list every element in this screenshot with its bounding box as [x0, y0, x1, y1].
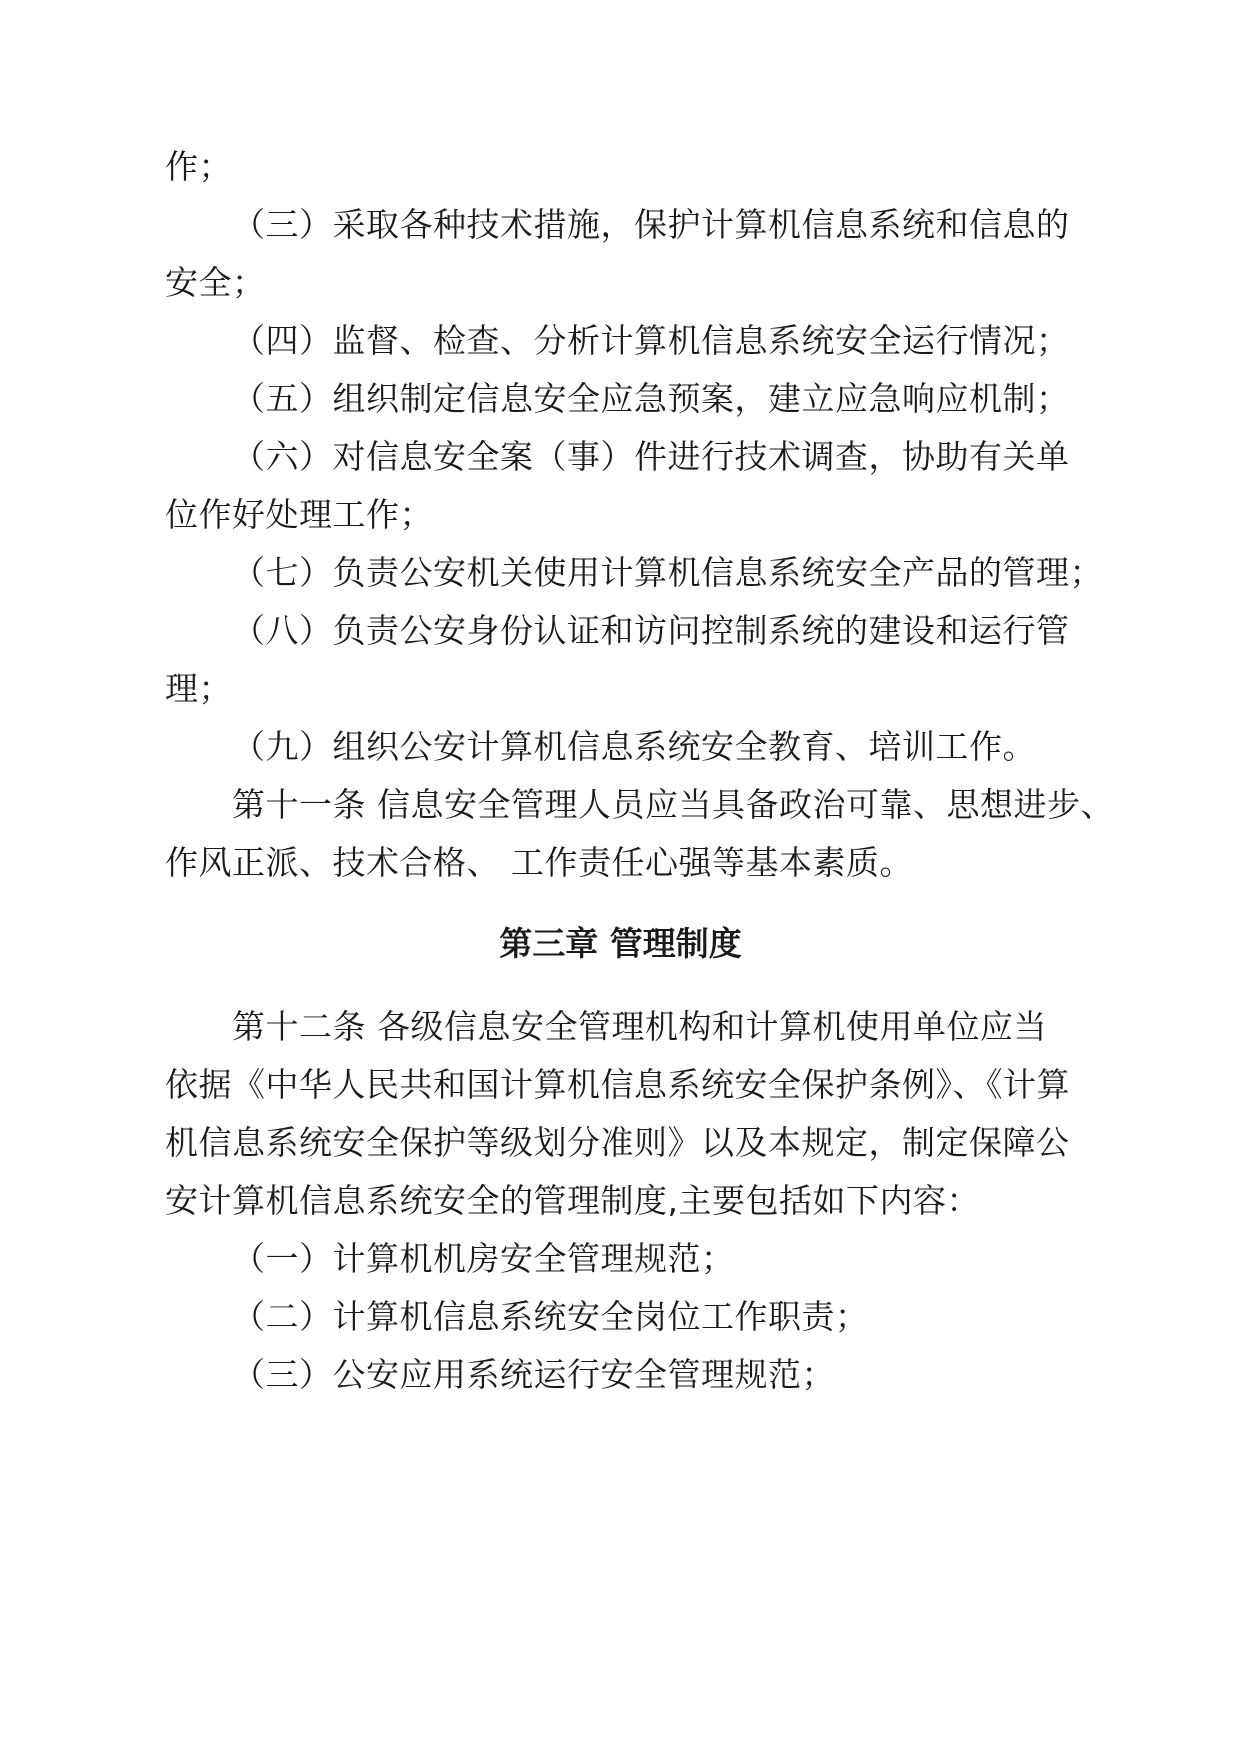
chapter-heading: 第三章 管理制度 [499, 924, 742, 963]
text-line: （三）采取各种技术措施，保护计算机信息系统和信息的 [232, 205, 1070, 244]
text-line: （一）计算机机房安全管理规范； [232, 1239, 735, 1278]
text-line: 第十二条 各级信息安全管理机构和计算机使用单位应当 [232, 1007, 1047, 1046]
text-line: 安全； [165, 263, 266, 302]
text-line: （四）监督、检查、分析计算机信息系统安全运行情况； [232, 321, 1070, 360]
text-line: （八）负责公安身份认证和访问控制系统的建设和运行管 [232, 611, 1070, 650]
text-line: 作风正派、技术合格、 工作责任心强等基本素质。 [165, 843, 913, 882]
text-line: 机信息系统安全保护等级划分准则》以及本规定，制定保障公 [165, 1123, 1070, 1162]
text-line: 位作好处理工作； [165, 495, 433, 534]
text-line: （五）组织制定信息安全应急预案，建立应急响应机制； [232, 379, 1070, 418]
text-line: （三）公安应用系统运行安全管理规范； [232, 1355, 835, 1394]
text-line: 安计算机信息系统安全的管理制度,主要包括如下内容： [165, 1181, 980, 1220]
text-line: （二）计算机信息系统安全岗位工作职责； [232, 1297, 869, 1336]
text-line: （九）组织公安计算机信息系统安全教育、培训工作。 [232, 727, 1036, 766]
text-line: （六）对信息安全案（事）件进行技术调查，协助有关单 [232, 437, 1070, 476]
text-line: （七）负责公安机关使用计算机信息系统安全产品的管理； [232, 553, 1103, 592]
text-line: 依据《中华人民共和国计算机信息系统安全保护条例》、《计算 [165, 1065, 1070, 1104]
text-line: 第十一条 信息安全管理人员应当具备政治可靠、思想进步、 [232, 785, 1114, 824]
text-line: 理； [165, 669, 232, 708]
text-line: 作； [165, 147, 232, 186]
